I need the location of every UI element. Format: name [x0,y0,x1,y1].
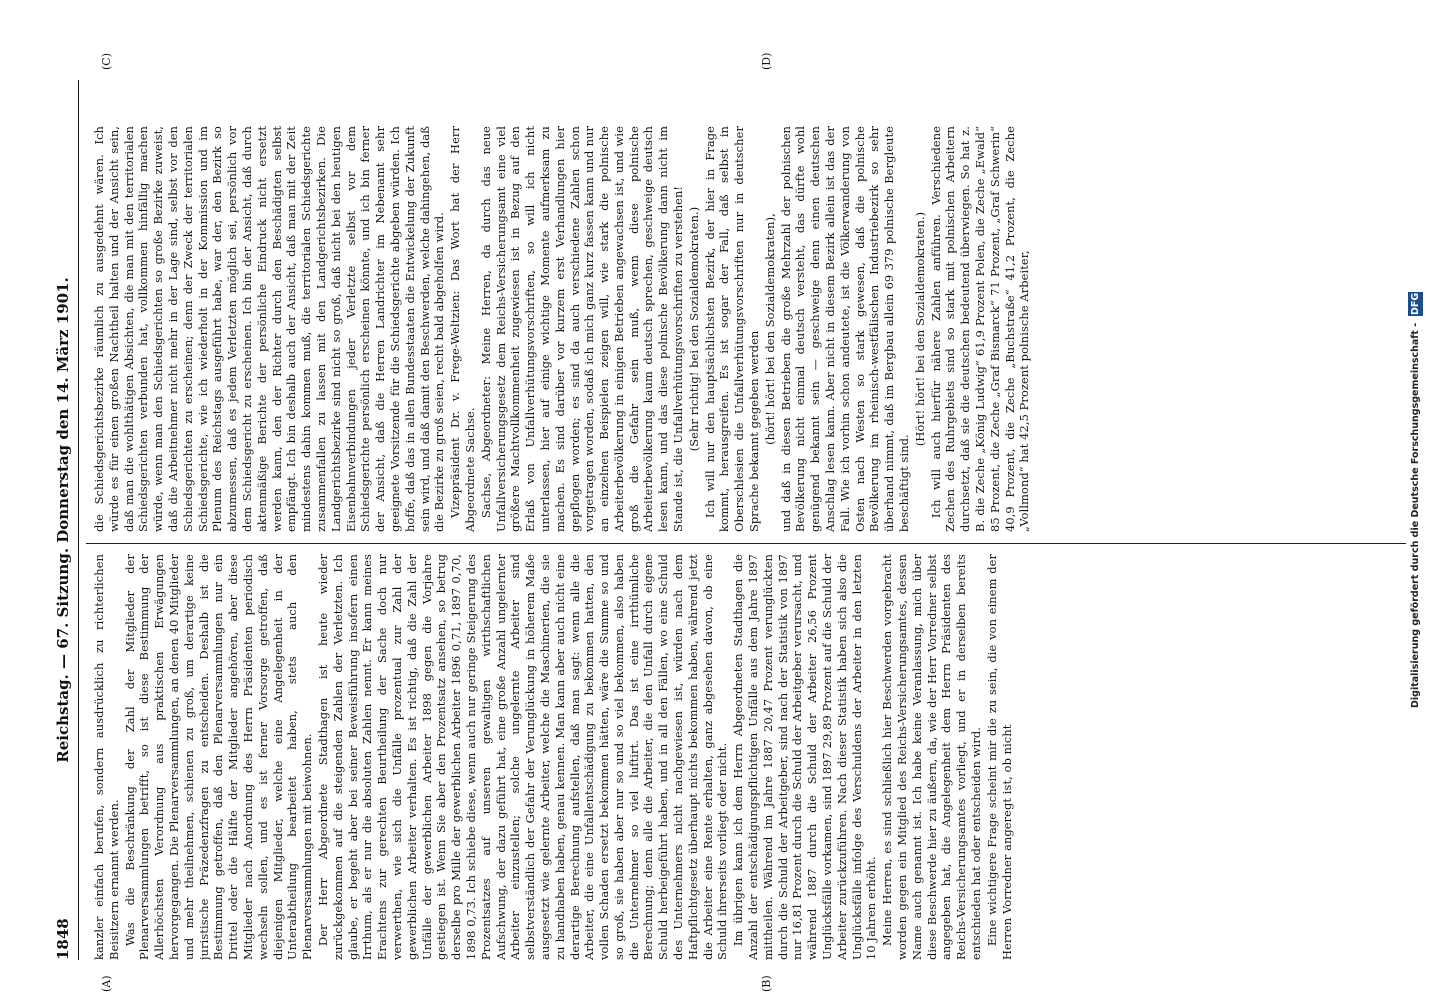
paragraph: Der Herr Abgeordnete Stadthagen ist heute wieder zurückgekommen auf die steigenden Zahlen der Verletzten. Ich glaube, er begeht aber bei seiner Beweisführung insofern einen Irrthum, als er nur die absoluten Zahlen nennt. Er kann meines Erachtens zur gerechten Beurtheilung der Sache doch nur verwerthen, wie sich die Unfälle prozentual zur Zahl der gewerblichen Arbeiter verhalten. Es ist richtig, daß die Zahl der Unfälle der gewerblichen Arbeiter 1898 gegen die Vorjahre gestiegen ist. Wenn Sie aber den Prozentsatz ansehen, so betrug derselbe pro Mille der gewerblichen Arbeiter 1896 0,71, 1897 0,70, 1898 0,73. Ich schiebe diese, wenn auch nur geringe Steigerung des Prozentsatzes auf unseren gewaltigen wirthschaftlichen Aufschwung, der dazu geführt hat, eine große Anzahl ungelernter Arbeiter einzustellen; solche ungelernte Arbeiter sind selbstverständlich der Gefahr der Verunglückung in höherem Maße ausgesetzt wie gelernte Arbeiter, welche die Maschinerien, die sie zu handhaben haben, genau kennen. Man kann aber auch nicht eine derartige Berechnung aufstellen, daß man sagt: wenn alle die Arbeiter, die eine Unfallentschädigung zu bekommen hatten, den vollen Schaden ersetzt bekommen hätten, wäre die Summe so und so groß, sie haben aber nur so und so viel bekommen, also haben die Unternehmer so viel luftirt. Das ist eine irrthümliche Berechnung; denn alle die Arbeiter, die den Unfall durch eigene Schuld herbeigeführt haben, und in all den Fällen, wo eine Schuld des Unternehmers nicht nachgewiesen ist, würden nach dem Haftpflichtgesetz überhaupt nichts bekommen haben, während jetzt die Arbeiter eine Rente erhalten, ganz abgesehen davon, ob eine Schuld ihrerseits vorliegt oder nicht. [315,554,730,960]
paragraph: kanzler einfach berufen, sondern ausdrücklich zu richterlichen Beisitzern ernannt werden. [92,554,121,960]
margin-marker-c: (C) [100,53,113,70]
paragraph: Was die Beschränkung der Zahl der Mitglieder der Plenarversammlungen betrifft, so ist diese Bestimmung der Allerhöchsten Verordnung aus praktischen Erwägungen hervorgegangen. Die Plenarversammlungen, an denen 40 Mitglieder und mehr theilnehmen, schienen zu groß, um derartige keine juristische Präzedenzfragen zu entscheiden. Deshalb ist die Bestimmung getroffen, daß den Plenarversammlungen nur ein Drittel oder die Hälfte der Mitglieder angehören, aber diese Mitglieder nach Anordnung des Herrn Präsidenten periodisch wechseln sollen, und es ist ferner Vorsorge getroffen, daß diejenigen Mitglieder, welche eine Angelegenheit in der Unterabtheilung bearbeitet haben, stets auch den Plenarversammlungen mit beiwohnen. [122,554,315,960]
paragraph: und daß in diesen Betrieben die große Mehrzahl der polnischen Bevölkerung nicht einmal deutsch versteht, das dürfte wohl genügend bekannt sein — geschweige denn einen deutschen Anschlag lesen kann. Aber nicht in diesem Bezirk allein ist das der Fall. Wie ich vorhin schon andeutete, ist die Völkerwanderung von Osten nach Westen so stark gewesen, daß die polnische Bevölkerung im rheinisch-westfälischen Industriebezirk so sehr überhand nimmt, daß im Bergbau allein 69 379 polnische Bergleute beschäftigt sind. [778,126,912,532]
column-divider [86,543,1406,544]
paragraph: Meine Herren, es sind schließlich hier Beschwerden vorgebracht worden gegen ein Mitglied des Reichs-Versicherungsamtes, dessen Name auch genannt ist. Ich habe keine Veranlassung, mich über diese Beschwerde hier zu äußern, da, wie der Herr Vorredner selbst angegeben hat, die Angelegenheit dem Herrn Präsidenten des Reichs-Versicherungsamtes vorliegt, und er in derselben bereits entschieden hat oder entscheiden wird. [880,554,984,960]
paragraph: die Schiedsgerichtsbezirke räumlich zu ausgedehnt wären. Ich würde es für einen großen Nachtheil halten und der Ansicht sein, daß man die wohlthätigen Absichten, die man mit den territorialen Schiedsgerichten verbunden hat, vollkommen hinfällig machen würde, wenn man den Schiedsgerichten so große Bezirke zuweist, daß die Arbeitnehmer nicht mehr in der Lage sind, selbst vor den Schiedsgerichten zu erscheinen; denn der Zweck der territorialen Schiedsgerichte, wie ich wiederholt in der Kommission und im Plenum des Reichstags ausgeführt habe, war der, den Bezirk so abzumessen, daß es jedem Verletzten möglich sei, persönlich vor dem Schiedsgericht zu erscheinen. Ich bin der Ansicht, daß durch aktenmäßige Berichte der persönliche Eindruck nicht ersetzt werden kann, den der Richter durch den Beschädigten selbst empfängt. Ich bin deshalb auch der Ansicht, daß man mit der Zeit mindestens dahin kommen muß, die territorialen Schiedsgerichte zusammenfallen zu lassen mit den Landgerichtsbezirken. Die Landgerichtsbezirke sind nicht so groß, daß nicht bei den heutigen Eisenbahnverbindungen jeder Verletzte selbst vor dem Schiedsgerichte persönlich erscheinen könnte, und ich bin ferner der Ansicht, daß die Herren Landrichter im Nebenamt sehr geeignete Vorsitzende für die Schiedsgerichte abgeben würden. Ich hoffe, daß das in allen Bundesstaaten die Entwickelung der Zukunft sein wird, und daß damit den Beschwerden, welche dahingehen, daß die Bezirke zu groß seien, recht bald abgeholfen wird. [92,126,447,532]
credit-text: Digitalisierung gefördert durch die Deutsche Forschungsgemeinschaft - [1410,323,1421,709]
paragraph: Im übrigen kann ich dem Herrn Abgeordneten Stadthagen die Anzahl der entschädigungspflichtigen Unfälle aus dem Jahre 1897 mittheilen. Während im Jahre 1887 20,47 Prozent verunglückten durch die Schuld der Arbeitgeber, sind nach der Statistik von 1897 nur 16,81 Prozent durch die Schuld der Arbeitgeber verursacht, und während 1887 durch die Schuld der Arbeiter 26,56 Prozent Unglücksfälle vorkamen, sind 1897 29,89 Prozent auf die Schuld der Arbeiter zurückzuführen. Nach dieser Statistik haben sich also die Unglücksfälle infolge des Verschuldens der Arbeiter in den letzten 10 Jahren erhöht. [731,554,879,960]
digitization-credit [1408,70,1428,930]
page-header [52,80,79,960]
paragraph: Ich will nur den hauptsächlichsten Bezirk, der hier in Frage kommt, herausgreifen. Es ist sogar der Fall, daß selbst in Oberschlesien die Unfallverhütungsvorschriften nur in deutscher Sprache bekannt gegeben werden [702,126,762,532]
right-column [92,126,1410,532]
margin-marker-b: (B) [760,975,773,992]
interjection: (Sehr richtig! bei den Sozialdemokraten.) [686,206,701,452]
dfg-logo: DFG [1410,292,1421,315]
speaker-paragraph: Sachse, Abgeordneter: Meine Herren, da durch das neue Unfallversicherungsgesetz dem Reichs-Versicherungsamt eine viel größere Machtvollkommenheit zugewiesen ist in Bezug auf den Erlaß von Unfallverhütungsvorschriften, so will ich nicht unterlassen, hier auf einige wichtige Momente aufmerksam zu machen. Es sind darüber vor kurzem erst Verhandlungen hier gepflogen worden; es sind da auch verschiedene Zahlen schon vorgetragen worden, sodaß ich mich ganz kurz fassen kann und nur an einzelnen Beispielen zeigen will, wie stark die polnische Arbeiterbevölkerung in einigen Betrieben angewachsen ist, und wie groß die Gefahr sein muß, wenn diese polnische Arbeiterbevölkerung kaum deutsch sprechen, geschweige deutsch lesen kann, und das diese polnische Bevölkerung dann nicht im Stande ist, die Unfallverhütungsvorschriften zu verstehen! [478,126,686,532]
speaker-paragraph: Vizepräsident Dr. v. Frege-Weltzien: Das Wort hat der Herr Abgeordnete Sachse. [448,126,477,532]
margin-marker-d: (D) [760,52,773,70]
left-column [92,554,1410,960]
running-title: Reichstag. — 67. Sitzung. Donnerstag den 14. März 1901. [54,277,72,763]
interjection: (Hört! hört! bei den Sozialdemokraten.) [912,211,927,447]
margin-marker-a: (A) [100,975,113,992]
paragraph: Eine wichtigere Frage scheint mir die zu sein, die von einem der Herren Vorredner angeregt ist, ob nicht [984,554,1014,960]
interjection: (hört! hört! bei den Sozialdemokraten), [762,213,777,445]
paragraph: Ich will auch hierfür nähere Zahlen anführen. Verschiedene Zechen des Ruhrgebiets sind so stark mit polnischen Arbeitern durchsetzt, daß sie die deutschen bedeutend überwiegen. So hat z. B. die Zeche „König Ludwig“ 61,9 Prozent Polen, die Zeche „Ewald“ 85 Prozent, die Zeche „Graf Bismarck“ 71 Prozent, „Graf Schwerin“ 40,9 Prozent, die Zeche „Buchstraße“ 41,2 Prozent, die Zeche „Vollmond“ hat 42,5 Prozent polnische Arbeiter, [928,126,1032,532]
page-number: 1848 [54,918,72,960]
